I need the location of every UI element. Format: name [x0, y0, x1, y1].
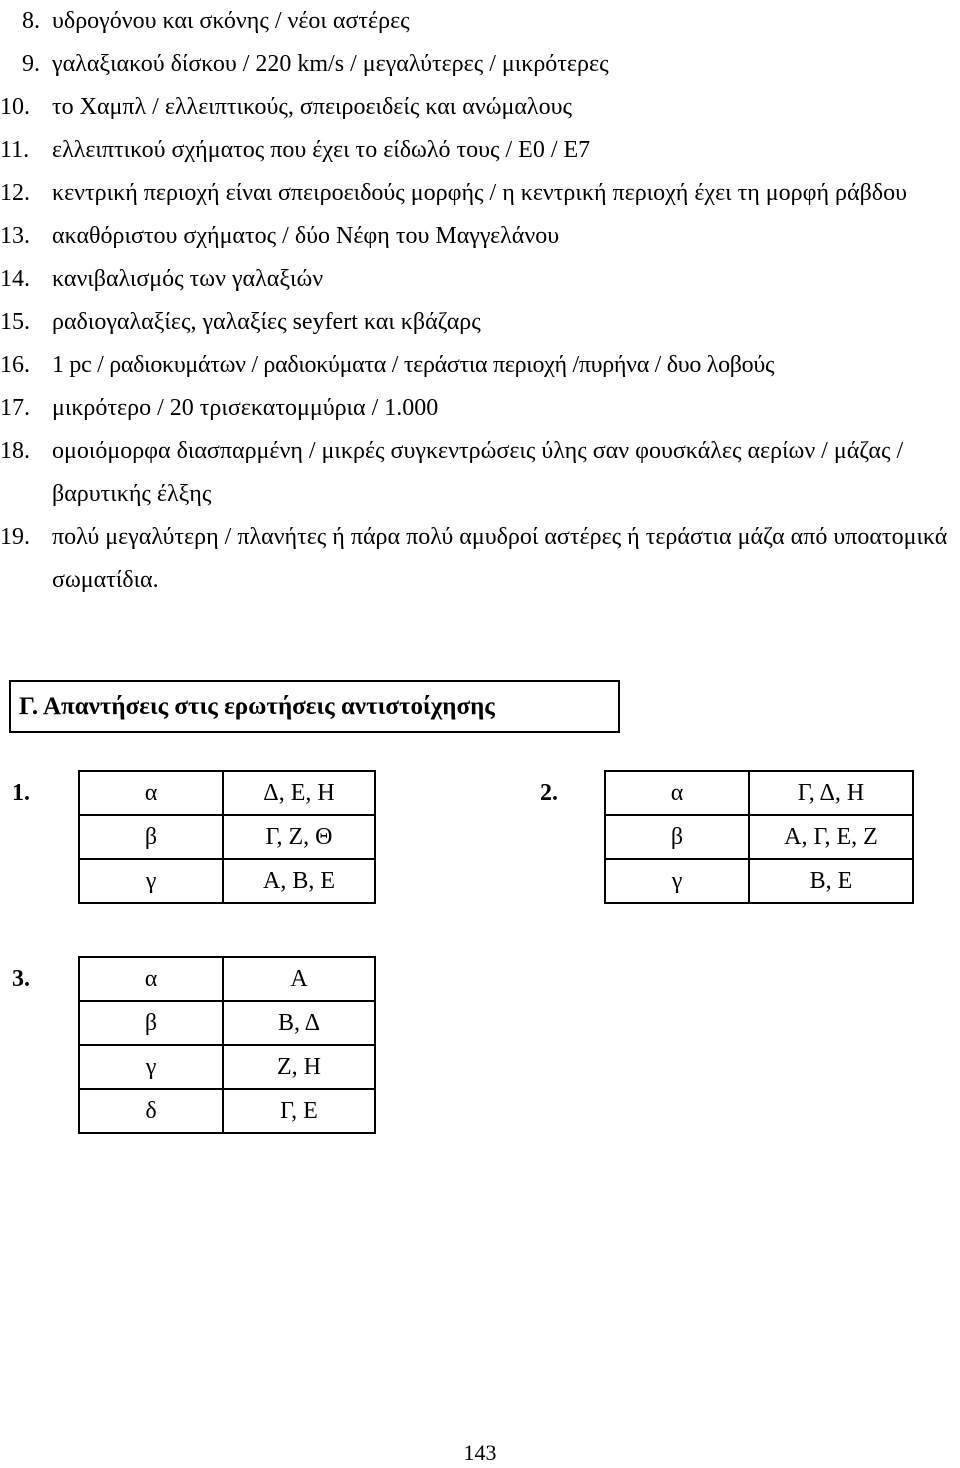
- answer-text: ελλειπτικού σχήματος που έχει το είδωλό τους / Ε0 / Ε7: [52, 137, 591, 163]
- table-cell: Α: [223, 957, 375, 1001]
- answer-number: 16.: [0, 352, 30, 378]
- table-cell: α: [79, 957, 223, 1001]
- answer-text: μικρότερο / 20 τρισεκατομμύρια / 1.000: [52, 395, 439, 421]
- matching-question-number: 1.: [12, 780, 30, 806]
- answer-item-11: [0, 129, 960, 172]
- table-row: [79, 815, 375, 859]
- table-row: [79, 859, 375, 903]
- answer-number: 19.: [0, 524, 30, 550]
- table-cell: γ: [79, 1045, 223, 1089]
- answer-number: 14.: [0, 266, 30, 292]
- answer-text: κεντρική περιοχή είναι σπειροειδούς μορφής / η κεντρική περιοχή έχει τη μορφή ράβδου: [52, 180, 907, 206]
- answer-item-17: [0, 387, 960, 430]
- answer-item-12: [0, 172, 960, 215]
- answer-text: 1 pc / ραδιοκυμάτων / ραδιοκύματα / τεράστια περιοχή /πυρήνα / δυο λοβούς: [52, 352, 775, 378]
- table-cell: α: [605, 771, 749, 815]
- answer-text: υδρογόνου και σκόνης / νέοι αστέρες: [52, 8, 410, 34]
- answer-text: πολύ μεγαλύτερη / πλανήτες ή πάρα πολύ αμυδροί αστέρες ή τεράστια μάζα από υποατομικά σωματίδια.: [52, 524, 948, 593]
- answer-number: 13.: [0, 223, 30, 249]
- table-row: [605, 771, 913, 815]
- table-cell: Γ, Δ, Η: [749, 771, 913, 815]
- answer-item-9: [0, 43, 960, 86]
- table-row: [79, 771, 375, 815]
- table-cell: Β, Ε: [749, 859, 913, 903]
- answer-number: 9.: [22, 51, 40, 77]
- table-row: [605, 859, 913, 903]
- table-cell: Β, Δ: [223, 1001, 375, 1045]
- answer-item-15: [0, 301, 960, 344]
- table-cell: Γ, Ε: [223, 1089, 375, 1133]
- table-cell: Α, Β, Ε: [223, 859, 375, 903]
- answer-item-10: [0, 86, 960, 129]
- table-row: [79, 1001, 375, 1045]
- answer-text: γαλαξιακού δίσκου / 220 km/s / μεγαλύτερες / μικρότερες: [52, 51, 609, 77]
- answer-item-14: [0, 258, 960, 301]
- page-number: 143: [463, 1440, 497, 1465]
- table-row: [79, 957, 375, 1001]
- answer-number: 17.: [0, 395, 30, 421]
- table-cell: Δ, Ε, Η: [223, 771, 375, 815]
- answer-text: ραδιογαλαξίες, γαλαξίες seyfert και κβάζαρς: [52, 309, 481, 335]
- table-row: [79, 1089, 375, 1133]
- matching-question-number: 2.: [540, 780, 558, 806]
- table-row: [605, 815, 913, 859]
- answer-item-8: [0, 0, 960, 43]
- matching-table-3: [78, 956, 376, 1134]
- answer-text: το Χαμπλ / ελλειπτικούς, σπειροειδείς και ανώμαλους: [52, 94, 572, 120]
- section-heading: Γ. Απαντήσεις στις ερωτήσεις αντιστοίχησης: [9, 680, 620, 733]
- answer-item-19: [0, 516, 960, 602]
- answer-text: ομοιόμορφα διασπαρμένη / μικρές συγκεντρώσεις ύλης σαν φουσκάλες αερίων / μάζας / βαρυτικής έλξης: [52, 438, 904, 507]
- table-cell: γ: [79, 859, 223, 903]
- matching-table-2: [604, 770, 914, 904]
- matching-question-number: 3.: [12, 966, 30, 992]
- answer-list: [0, 0, 960, 602]
- answer-number: 15.: [0, 309, 30, 335]
- table-cell: Γ, Ζ, Θ: [223, 815, 375, 859]
- answer-item-13: [0, 215, 960, 258]
- answer-item-16: [0, 344, 960, 387]
- answer-text: κανιβαλισμός των γαλαξιών: [52, 266, 324, 292]
- answer-item-18: [0, 430, 960, 516]
- answer-number: 12.: [0, 180, 30, 206]
- table-cell: γ: [605, 859, 749, 903]
- matching-table-1: [78, 770, 376, 904]
- table-cell: β: [79, 815, 223, 859]
- table-cell: Α, Γ, Ε, Ζ: [749, 815, 913, 859]
- table-cell: β: [79, 1001, 223, 1045]
- answer-number: 8.: [22, 8, 40, 34]
- table-row: [79, 1045, 375, 1089]
- answer-number: 18.: [0, 438, 30, 464]
- answer-number: 10.: [0, 94, 30, 120]
- answer-text: ακαθόριστου σχήματος / δύο Νέφη του Μαγγελάνου: [52, 223, 560, 249]
- table-cell: δ: [79, 1089, 223, 1133]
- answer-number: 11.: [0, 137, 30, 163]
- table-cell: α: [79, 771, 223, 815]
- table-cell: Ζ, Η: [223, 1045, 375, 1089]
- table-cell: β: [605, 815, 749, 859]
